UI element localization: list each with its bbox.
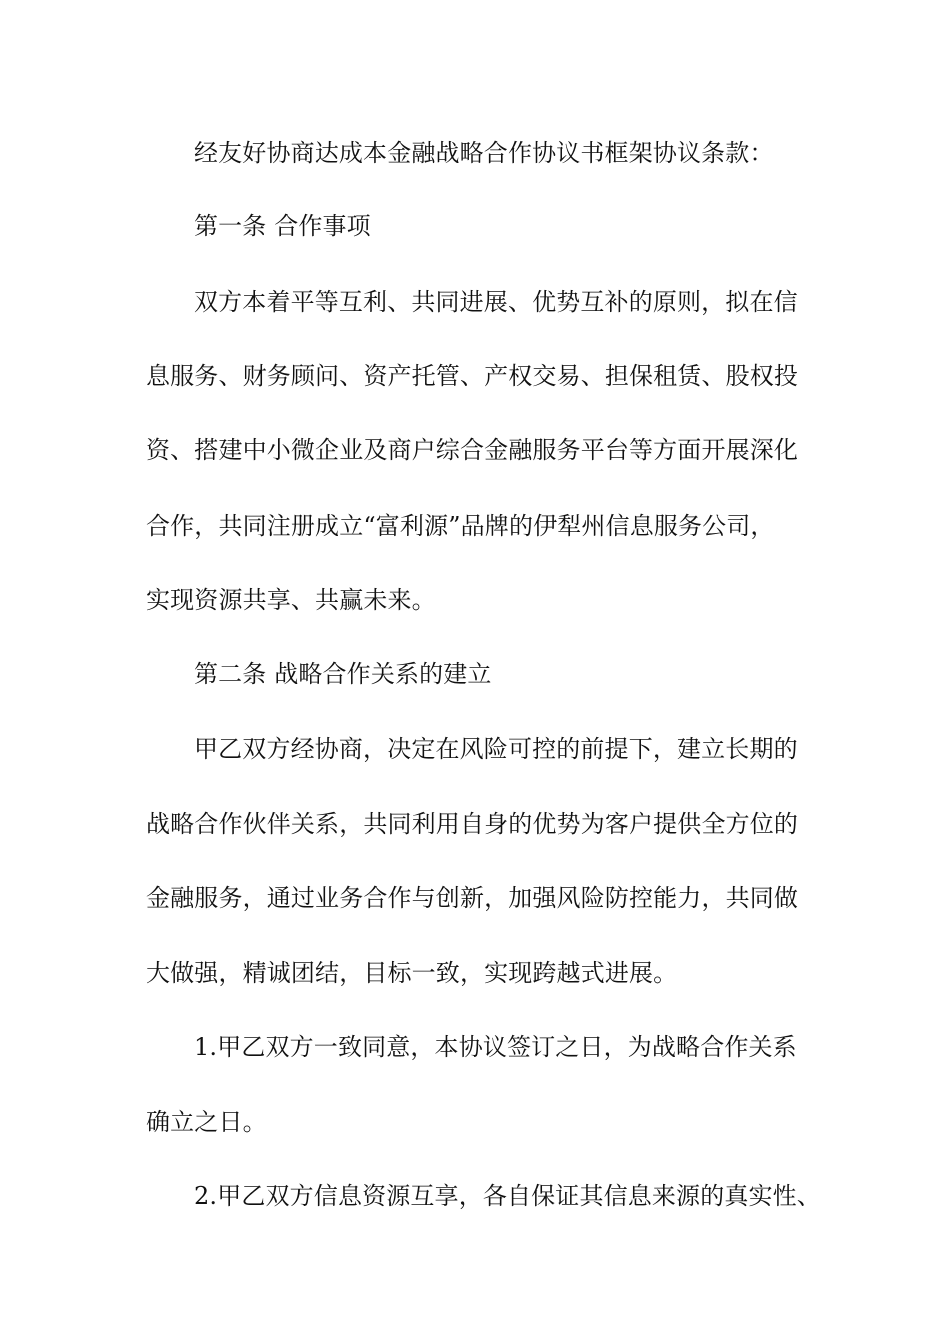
article-one-text-line-4: 合作，共同注册成立“富利源”品牌的伊犁州信息服务公司，	[146, 512, 775, 540]
article-two-heading: 第二条 战略合作关系的建立	[194, 660, 492, 688]
intro-paragraph-line: 经友好协商达成本金融战略合作协议书框架协议条款：	[194, 139, 774, 167]
clause-two-line-1: 2.甲乙双方信息资源互享，各自保证其信息来源的真实性、	[194, 1182, 821, 1210]
article-one-text-line-2: 息服务、财务顾问、资产托管、产权交易、担保租赁、股权投	[146, 362, 799, 390]
clause-one-line-2: 确立之日。	[146, 1108, 267, 1136]
article-two-text-line-2: 战略合作伙伴关系，共同利用自身的优势为客户提供全方位的	[146, 810, 799, 838]
article-two-text-line-1: 甲乙双方经协商，决定在风险可控的前提下，建立长期的	[194, 735, 798, 763]
clause-one-line-1: 1.甲乙双方一致同意，本协议签订之日，为战略合作关系	[194, 1033, 797, 1061]
article-one-text-line-1: 双方本着平等互利、共同进展、优势互补的原则，拟在信	[194, 288, 798, 316]
article-two-text-line-4: 大做强，精诚团结，目标一致，实现跨越式进展。	[146, 959, 678, 987]
article-two-text-line-3: 金融服务，通过业务合作与创新，加强风险防控能力，共同做	[146, 884, 799, 912]
article-one-heading: 第一条 合作事项	[194, 212, 371, 240]
article-one-text-line-3: 资、搭建中小微企业及商户综合金融服务平台等方面开展深化	[146, 436, 799, 464]
article-one-text-line-5: 实现资源共享、共赢未来。	[146, 586, 436, 614]
